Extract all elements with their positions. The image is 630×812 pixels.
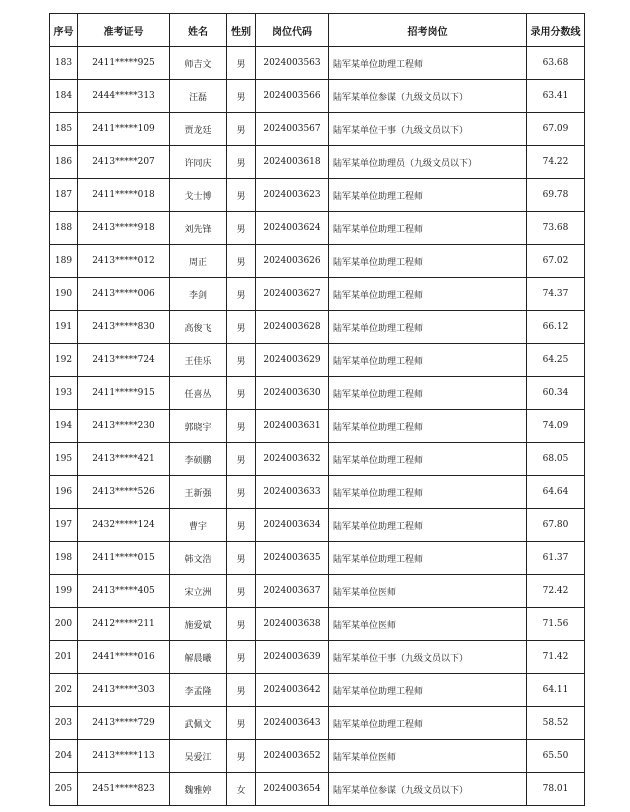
cell-post-code: 2024003654: [256, 773, 329, 806]
cell-post-code: 2024003639: [256, 641, 329, 674]
cell-post: 陆军某单位参谋（九级文员以下）: [329, 773, 527, 806]
cell-gender: 男: [227, 542, 256, 575]
table-row: [50, 179, 585, 212]
cell-post: 陆军某单位干事（九级文员以下）: [329, 641, 527, 674]
cell-post: 陆军某单位助理员（九级文员以下）: [329, 146, 527, 179]
cell-post: 陆军某单位参谋（九级文员以下）: [329, 80, 527, 113]
cell-name: 任喜丛: [170, 377, 227, 410]
cell-gender: 男: [227, 443, 256, 476]
table-row: [50, 773, 585, 806]
cell-seq: 197: [50, 509, 78, 542]
cell-exam-id: 2444*****313: [78, 80, 170, 113]
table-row: [50, 509, 585, 542]
cell-exam-id: 2411*****109: [78, 113, 170, 146]
cell-name: 郭晓宇: [170, 410, 227, 443]
cell-seq: 203: [50, 707, 78, 740]
cell-gender: 男: [227, 476, 256, 509]
cell-post: 陆军某单位助理工程师: [329, 443, 527, 476]
cell-seq: 188: [50, 212, 78, 245]
header-post: 招考岗位: [329, 14, 527, 47]
cell-name: 高俊飞: [170, 311, 227, 344]
table-row: [50, 311, 585, 344]
cell-gender: 男: [227, 278, 256, 311]
cell-seq: 189: [50, 245, 78, 278]
cell-seq: 186: [50, 146, 78, 179]
cell-score-line: 71.56: [527, 608, 585, 641]
cell-score-line: 63.41: [527, 80, 585, 113]
cell-exam-id: 2413*****012: [78, 245, 170, 278]
cell-post-code: 2024003628: [256, 311, 329, 344]
cell-exam-id: 2413*****526: [78, 476, 170, 509]
cell-post: 陆军某单位助理工程师: [329, 311, 527, 344]
cell-post: 陆军某单位助理工程师: [329, 542, 527, 575]
cell-exam-id: 2441*****016: [78, 641, 170, 674]
cell-exam-id: 2451*****823: [78, 773, 170, 806]
cell-gender: 女: [227, 773, 256, 806]
cell-seq: 185: [50, 113, 78, 146]
table-row: [50, 608, 585, 641]
table-row: [50, 245, 585, 278]
cell-score-line: 64.25: [527, 344, 585, 377]
table-row: [50, 278, 585, 311]
cell-score-line: 58.52: [527, 707, 585, 740]
cell-post-code: 2024003623: [256, 179, 329, 212]
cell-post: 陆军某单位助理工程师: [329, 674, 527, 707]
cell-exam-id: 2413*****918: [78, 212, 170, 245]
cell-name: 曹宇: [170, 509, 227, 542]
cell-score-line: 67.09: [527, 113, 585, 146]
cell-gender: 男: [227, 641, 256, 674]
cell-gender: 男: [227, 575, 256, 608]
cell-post-code: 2024003635: [256, 542, 329, 575]
cell-name: 武佩文: [170, 707, 227, 740]
cell-exam-id: 2411*****925: [78, 47, 170, 80]
header-seq: 序号: [50, 14, 78, 47]
cell-exam-id: 2411*****015: [78, 542, 170, 575]
cell-name: 贾龙廷: [170, 113, 227, 146]
cell-gender: 男: [227, 80, 256, 113]
cell-exam-id: 2413*****729: [78, 707, 170, 740]
cell-seq: 195: [50, 443, 78, 476]
cell-post-code: 2024003626: [256, 245, 329, 278]
cell-exam-id: 2411*****018: [78, 179, 170, 212]
cell-post-code: 2024003624: [256, 212, 329, 245]
admission-score-table: [49, 13, 585, 806]
cell-score-line: 72.42: [527, 575, 585, 608]
cell-score-line: 74.37: [527, 278, 585, 311]
cell-score-line: 73.68: [527, 212, 585, 245]
cell-score-line: 66.12: [527, 311, 585, 344]
cell-exam-id: 2413*****303: [78, 674, 170, 707]
cell-post: 陆军某单位助理工程师: [329, 245, 527, 278]
cell-post: 陆军某单位助理工程师: [329, 476, 527, 509]
cell-post: 陆军某单位医师: [329, 608, 527, 641]
table-row: [50, 641, 585, 674]
cell-gender: 男: [227, 47, 256, 80]
cell-name: 王佳乐: [170, 344, 227, 377]
cell-name: 师吉文: [170, 47, 227, 80]
table-row: [50, 575, 585, 608]
cell-seq: 205: [50, 773, 78, 806]
cell-post: 陆军某单位助理工程师: [329, 179, 527, 212]
cell-gender: 男: [227, 674, 256, 707]
cell-seq: 194: [50, 410, 78, 443]
header-score-line: 录用分数线: [527, 14, 585, 47]
cell-exam-id: 2413*****006: [78, 278, 170, 311]
cell-post: 陆军某单位助理工程师: [329, 278, 527, 311]
cell-score-line: 64.11: [527, 674, 585, 707]
cell-post: 陆军某单位助理工程师: [329, 47, 527, 80]
cell-post: 陆军某单位助理工程师: [329, 707, 527, 740]
cell-seq: 202: [50, 674, 78, 707]
cell-score-line: 64.64: [527, 476, 585, 509]
cell-gender: 男: [227, 377, 256, 410]
cell-post-code: 2024003627: [256, 278, 329, 311]
cell-post: 陆军某单位医师: [329, 740, 527, 773]
cell-exam-id: 2411*****915: [78, 377, 170, 410]
cell-exam-id: 2413*****230: [78, 410, 170, 443]
cell-seq: 200: [50, 608, 78, 641]
cell-name: 魏雅婷: [170, 773, 227, 806]
cell-exam-id: 2413*****830: [78, 311, 170, 344]
cell-post-code: 2024003629: [256, 344, 329, 377]
cell-seq: 183: [50, 47, 78, 80]
cell-post-code: 2024003637: [256, 575, 329, 608]
cell-gender: 男: [227, 146, 256, 179]
table-row: [50, 707, 585, 740]
cell-score-line: 68.05: [527, 443, 585, 476]
cell-gender: 男: [227, 509, 256, 542]
cell-exam-id: 2432*****124: [78, 509, 170, 542]
cell-gender: 男: [227, 245, 256, 278]
table-row: [50, 674, 585, 707]
table-row: [50, 542, 585, 575]
cell-name: 王新强: [170, 476, 227, 509]
cell-exam-id: 2413*****421: [78, 443, 170, 476]
cell-score-line: 63.68: [527, 47, 585, 80]
cell-name: 周正: [170, 245, 227, 278]
cell-name: 韩文浩: [170, 542, 227, 575]
header-post-code: 岗位代码: [256, 14, 329, 47]
cell-score-line: 74.09: [527, 410, 585, 443]
cell-post-code: 2024003633: [256, 476, 329, 509]
cell-post: 陆军某单位助理工程师: [329, 212, 527, 245]
cell-score-line: 61.37: [527, 542, 585, 575]
table-row: [50, 212, 585, 245]
cell-post-code: 2024003631: [256, 410, 329, 443]
table-row: [50, 740, 585, 773]
cell-post-code: 2024003632: [256, 443, 329, 476]
cell-post-code: 2024003638: [256, 608, 329, 641]
cell-post-code: 2024003567: [256, 113, 329, 146]
cell-post-code: 2024003618: [256, 146, 329, 179]
cell-name: 吴爱江: [170, 740, 227, 773]
cell-name: 宋立洲: [170, 575, 227, 608]
table-row: [50, 344, 585, 377]
table-row: [50, 113, 585, 146]
cell-name: 李剑: [170, 278, 227, 311]
cell-name: 解晨曦: [170, 641, 227, 674]
cell-score-line: 60.34: [527, 377, 585, 410]
cell-score-line: 65.50: [527, 740, 585, 773]
cell-name: 戈士博: [170, 179, 227, 212]
cell-seq: 187: [50, 179, 78, 212]
cell-seq: 198: [50, 542, 78, 575]
cell-post: 陆军某单位助理工程师: [329, 410, 527, 443]
cell-post-code: 2024003566: [256, 80, 329, 113]
cell-post-code: 2024003652: [256, 740, 329, 773]
cell-seq: 190: [50, 278, 78, 311]
cell-exam-id: 2413*****113: [78, 740, 170, 773]
cell-seq: 204: [50, 740, 78, 773]
cell-post: 陆军某单位助理工程师: [329, 509, 527, 542]
table-row: [50, 476, 585, 509]
table-row: [50, 80, 585, 113]
header-gender: 性别: [227, 14, 256, 47]
header-name: 姓名: [170, 14, 227, 47]
cell-gender: 男: [227, 410, 256, 443]
cell-post-code: 2024003634: [256, 509, 329, 542]
cell-name: 施爱斌: [170, 608, 227, 641]
cell-name: 李硕鹏: [170, 443, 227, 476]
cell-post-code: 2024003642: [256, 674, 329, 707]
cell-seq: 196: [50, 476, 78, 509]
cell-post: 陆军某单位干事（九级文员以下）: [329, 113, 527, 146]
cell-score-line: 67.02: [527, 245, 585, 278]
table-header-row: [50, 14, 585, 47]
cell-post-code: 2024003630: [256, 377, 329, 410]
cell-post-code: 2024003563: [256, 47, 329, 80]
cell-score-line: 74.22: [527, 146, 585, 179]
table-row: [50, 377, 585, 410]
cell-name: 李孟隆: [170, 674, 227, 707]
cell-post: 陆军某单位助理工程师: [329, 344, 527, 377]
cell-score-line: 67.80: [527, 509, 585, 542]
cell-gender: 男: [227, 608, 256, 641]
cell-exam-id: 2413*****207: [78, 146, 170, 179]
header-exam-id: 准考证号: [78, 14, 170, 47]
table-body: [50, 47, 585, 806]
table-row: [50, 146, 585, 179]
cell-seq: 191: [50, 311, 78, 344]
cell-name: 许同庆: [170, 146, 227, 179]
cell-score-line: 78.01: [527, 773, 585, 806]
cell-seq: 184: [50, 80, 78, 113]
cell-seq: 193: [50, 377, 78, 410]
cell-exam-id: 2412*****211: [78, 608, 170, 641]
cell-score-line: 71.42: [527, 641, 585, 674]
cell-gender: 男: [227, 344, 256, 377]
cell-name: 汪磊: [170, 80, 227, 113]
cell-gender: 男: [227, 179, 256, 212]
cell-gender: 男: [227, 113, 256, 146]
cell-seq: 201: [50, 641, 78, 674]
cell-seq: 199: [50, 575, 78, 608]
cell-gender: 男: [227, 740, 256, 773]
table-row: [50, 410, 585, 443]
cell-name: 刘先锋: [170, 212, 227, 245]
cell-seq: 192: [50, 344, 78, 377]
cell-post-code: 2024003643: [256, 707, 329, 740]
table-row: [50, 47, 585, 80]
table-row: [50, 443, 585, 476]
cell-exam-id: 2413*****724: [78, 344, 170, 377]
cell-gender: 男: [227, 212, 256, 245]
cell-exam-id: 2413*****405: [78, 575, 170, 608]
cell-post: 陆军某单位助理工程师: [329, 377, 527, 410]
cell-gender: 男: [227, 311, 256, 344]
cell-post: 陆军某单位医师: [329, 575, 527, 608]
cell-score-line: 69.78: [527, 179, 585, 212]
cell-gender: 男: [227, 707, 256, 740]
